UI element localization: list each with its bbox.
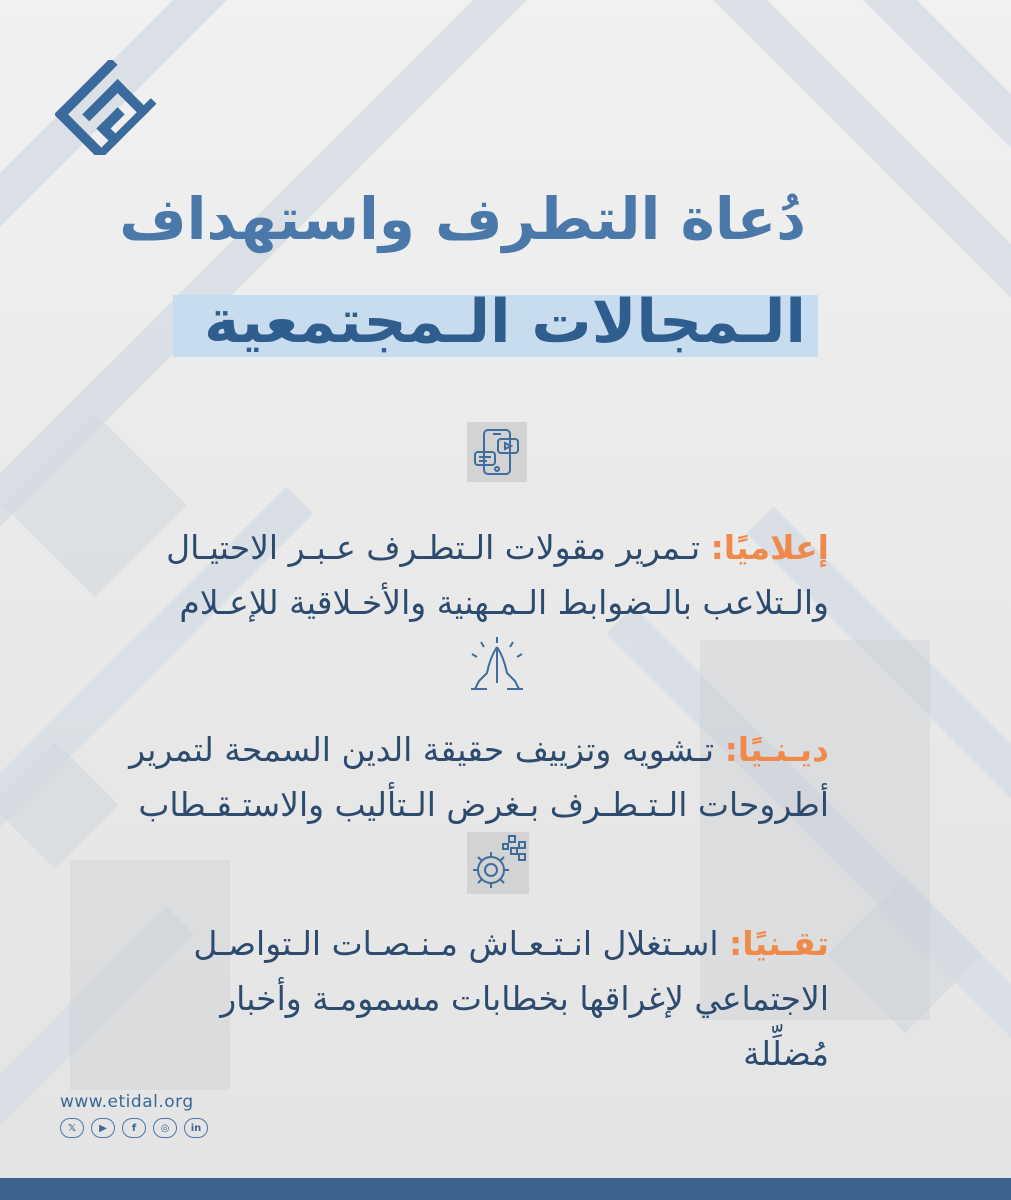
section-media-line-2: والـتلاعب بالـضوابط الـمـهنية والأخـلاقية للإعـلام	[179, 583, 829, 622]
section-religion-line-2: أطروحات الـتـطـرف بـغرض الـتأليب والاستـقـطاب	[138, 785, 829, 824]
title-line-1: دُعاة التطرف واستهداف	[119, 185, 806, 253]
section-religion	[129, 722, 829, 832]
youtube-icon[interactable]: ▶	[91, 1118, 115, 1138]
title-line-2: الـمجالات الـمجتمعية	[204, 287, 806, 357]
linkedin-icon[interactable]: in	[184, 1118, 208, 1138]
praying-hands-icon	[467, 633, 527, 693]
section-media-label: إعلاميًا:	[710, 528, 829, 567]
section-technology-line-2: الاجتماعي لإغراقها بخطابات مسمومـة وأخبار مُضلِّلة	[220, 979, 829, 1073]
website-link[interactable]: www.etidal.org	[60, 1092, 194, 1112]
gear-pixels-icon	[467, 832, 529, 894]
phone-chat-icon	[467, 422, 527, 482]
instagram-icon[interactable]: ◎	[153, 1118, 177, 1138]
section-technology-line-1	[129, 916, 829, 971]
logo-icon	[55, 60, 160, 155]
section-religion-text-1: تـشويه وتزييف حقيقة الدين السمحة لتمرير	[129, 730, 715, 769]
social-links	[60, 1118, 208, 1138]
section-media	[129, 520, 829, 630]
section-technology-label: تقـنيًا:	[729, 924, 829, 963]
section-technology	[129, 916, 829, 1081]
facebook-icon[interactable]: f	[122, 1118, 146, 1138]
bottom-bar	[0, 1178, 1011, 1200]
section-religion-label: ديـنـيًا:	[724, 730, 829, 769]
section-media-text-1: تـمرير مقولات الـتطـرف عـبـر الاحتيـال	[166, 528, 701, 567]
section-religion-line-1	[129, 722, 829, 777]
section-technology-text-1: اسـتغلال انـتـعـاش مـنـصـات الـتواصـل	[193, 924, 719, 963]
section-media-line-1	[129, 520, 829, 575]
x-icon[interactable]: 𝕏	[60, 1118, 84, 1138]
